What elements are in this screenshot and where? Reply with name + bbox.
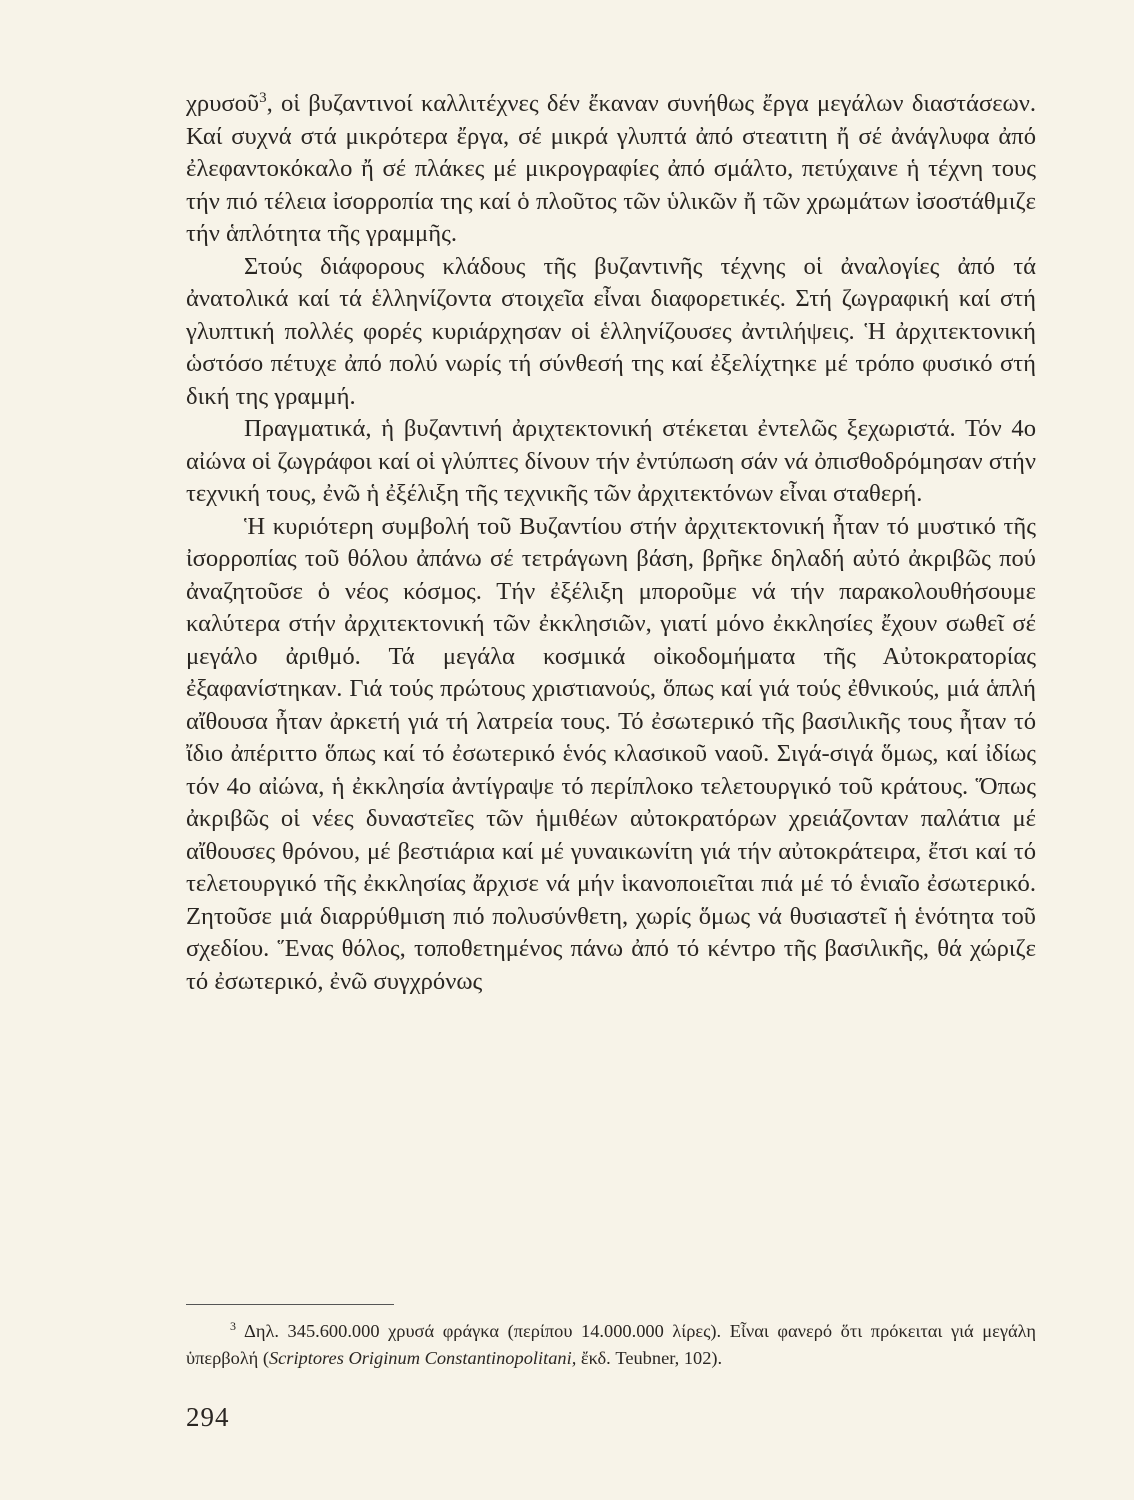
paragraph-1: χρυσοῦ$^3$, οἱ βυζαντινοί καλλιτέχνες δέν ἔκαναν συνήθως ἔργα μεγάλων διαστάσεων. Καί συχνά στά μικρότερα ἔργα, σέ μικρά γλυπτά ἀπό στεατιτη ἤ σέ ἀνάγλυφα ἀπό ἐλεφαντοκόκαλο ἤ σέ πλάκες μέ μικρογραφίες ἀπό σμάλτο, πετύχαινε ἡ τέχνη τους τήν πιό τέλεια ἰσορροπία της καί ὁ πλοῦτος τῶν ὑλικῶν ἤ τῶν χρωμάτων ἰσοστάθμιζε τήν ἁπλότητα τῆς γραμμῆς. [186, 90, 1036, 247]
footnote: $^3$ Δηλ. 345.600.000 χρυσά φράγκα (περίπου 14.000.000 λίρες). Εἶναι φανερό ὅτι πρόκειται γιά μεγάλη ὑπερβολή (Scriptores Originum Constantinopolitani, ἔκδ. Teubner, 102). [186, 1319, 1036, 1368]
footnote-citation-title: Scriptores Originum Constantinopolitani, [268, 1347, 577, 1368]
paragraph-3: Πραγματικά, ἡ βυζαντινή ἀριχτεκτονική στέκεται ἐντελῶς ξεχωριστά. Τόν 4ο αἰώνα οἱ ζωγράφοι καί οἱ γλύπτες δίνουν τήν ἐντύπωση σάν νά ὀπισθοδρόμησαν στήν τεχνική τους, ἐνῶ ἡ ἐξέλιξη τῆς τεχνικῆς τῶν ἀρχιτεκτόνων εἶναι σταθερή. [186, 415, 1036, 507]
footnote-mark: 3 [230, 1319, 236, 1333]
paragraph-4: Ἡ κυριότερη συμβολή τοῦ Βυζαντίου στήν ἀρχιτεκτονική ἦταν τό μυστικό τῆς ἰσορροπίας τοῦ θόλου ἀπάνω σέ τετράγωνη βάση, βρῆκε δηλαδή αὐτό ἀκριβῶς πού ἀναζητοῦσε ὁ νέος κόσμος. Τήν ἐξέλιξη μποροῦμε νά τήν παρακολουθήσουμε καλύτερα στήν ἀρχιτεκτονική τῶν ἐκκλησιῶν, γιατί μόνο ἐκκλησίες ἔχουν σωθεῖ σέ μεγάλο ἀριθμό. Τά μεγάλα κοσμικά οἰκοδομήματα τῆς Αὐτοκρατορίας ἐξαφανίστηκαν. Γιά τούς πρώτους χριστιανούς, ὅπως καί γιά τούς ἐθνικούς, μιά ἁπλή αἴθουσα ἦταν ἀρκετή γιά τή λατρεία τους. Τό ἐσωτερικό τῆς βασιλικῆς τους ἦταν τό ἴδιο ἀπέριττο ὅπως καί τό ἐσωτερικό ἑνός κλασικοῦ ναοῦ. Σιγά-σιγά ὅμως, καί ἰδίως τόν 4ο αἰώνα, ἡ ἐκκλησία ἀντίγραψε τό περίπλοκο τελετουργικό τοῦ κράτους. Ὅπως ἀκριβῶς οἱ νέες δυναστεῖες τῶν ἡμιθέων αὐτοκρατόρων χρειάζονταν παλάτια μέ αἴθουσες θρόνου, μέ βεστιάρια καί μέ γυναικωνίτη γιά τήν αὐτοκράτειρα, ἔτσι καί τό τελετουργικό τῆς ἐκκλησίας ἄρχισε νά μήν ἱκανοποιεῖται πιά μέ τό ἑνιαῖο ἐσωτερικό. Ζητοῦσε μιά διαρρύθμιση πιό πολυσύνθετη, χωρίς ὅμως νά θυσιαστεῖ ἡ ἑνότητα τοῦ σχεδίου. Ἕνας θόλος, τοποθετημένος πάνω ἀπό τό κέντρο τῆς βασιλικῆς, θά χώριζε τό ἐσωτερικό, ἐνῶ συγχρόνως [186, 512, 1036, 995]
paragraph-2: Στούς διάφορους κλάδους τῆς βυζαντινῆς τέχνης οἱ ἀναλογίες ἀπό τά ἀνατολικά καί τά ἑλληνίζοντα στοιχεῖα εἶναι διαφορετικές. Στή ζωγραφική καί στή γλυπτική πολλές φορές κυριάρχησαν οἱ ἑλληνίζουσες ἀντιλήψεις. Ἡ ἀρχιτεκτονική ὡστόσο πέτυχε ἀπό πολύ νωρίς τή σύνθεσή της καί ἐξελίχτηκε μέ τρόπο φυσικό στή δική της γραμμή. [186, 252, 1036, 410]
footnote-reference[interactable]: 3 [259, 90, 267, 106]
page-number: 294 [186, 1402, 230, 1432]
footnote-divider [186, 1304, 394, 1305]
body-text [186, 88, 1036, 998]
